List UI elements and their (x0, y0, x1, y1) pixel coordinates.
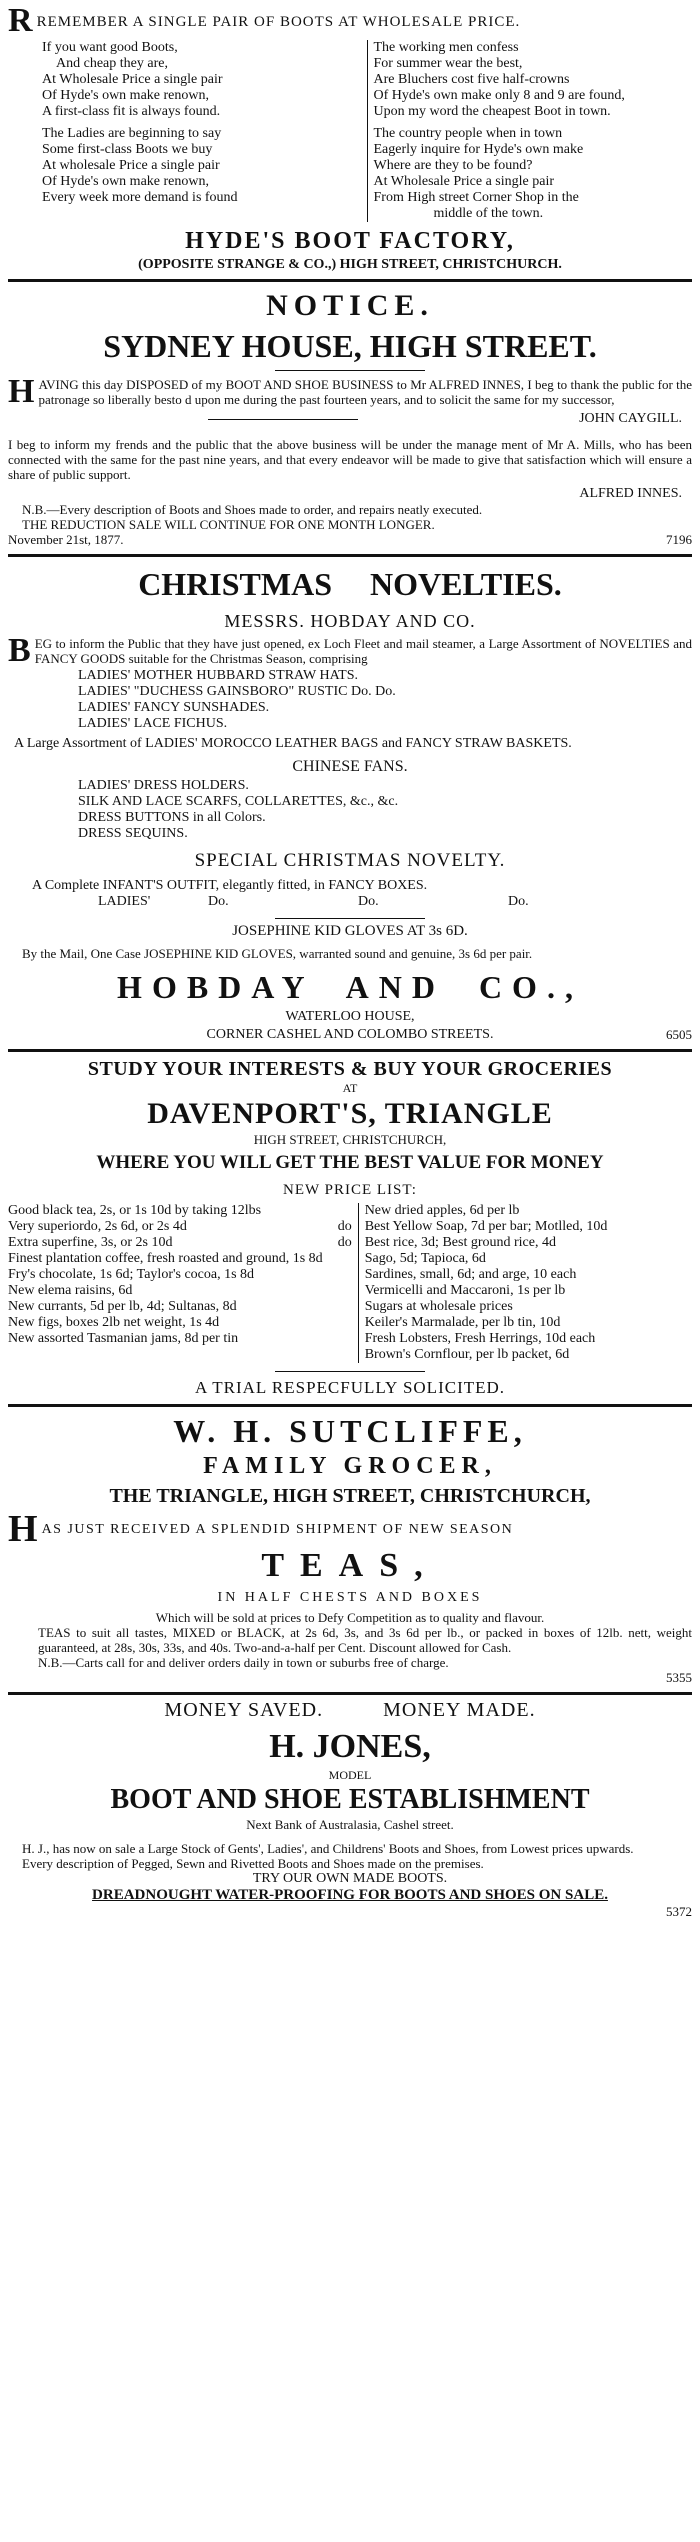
christmas-title: CHRISTMAS NOVELTIES. (138, 566, 562, 602)
price-item: New assorted Tasmanian jams, 8d per tin (8, 1331, 239, 1346)
do-mark: Do. (208, 894, 229, 909)
price-list-left (8, 1203, 352, 1363)
price-item: Keiler's Marmalade, per lb tin, 10d (364, 1315, 561, 1330)
christmas-house: WATERLOO HOUSE, (285, 1009, 415, 1024)
price-row (8, 1315, 352, 1331)
price-item: New elema raisins, 6d (8, 1283, 133, 1298)
price-row (8, 1331, 352, 1347)
notice-date: November 21st, 1877. (8, 532, 124, 547)
jones-top-left: MONEY SAVED. (164, 1699, 324, 1721)
christmas-firm: MESSRS. HOBDAY AND CO. (224, 611, 476, 631)
jones-ref: 5372 (666, 1904, 692, 1919)
poem-line: If you want good Boots, (42, 40, 178, 55)
price-item: New currants, 5d per lb, 4d; Sultanas, 8d (8, 1299, 237, 1314)
price-item: Fry's chocolate, 1s 6d; Taylor's cocoa, 1s 8d (8, 1267, 255, 1282)
sutcliffe-grocer: FAMILY GROCER, (203, 1453, 497, 1479)
hyde-right-col (374, 40, 693, 222)
sutcliffe-address: THE TRIANGLE, HIGH STREET, CHRISTCHURCH, (109, 1485, 591, 1507)
divider (8, 279, 692, 282)
christmas-bags: A Large Assortment of LADIES' MOROCCO LEATHER BAGS and FANCY STRAW BASKETS. (14, 736, 572, 751)
christmas-intro: EG to inform the Public that they have just opened, ex Loch Fleet and mail steamer, a Large Assortment of NOVELTIES and FANCY GOODS suitable for the Christmas Season, comprising (34, 636, 692, 666)
notice-ad (8, 286, 692, 548)
jones-try: TRY OUR OWN MADE BOOTS. (252, 1871, 448, 1886)
price-item: New dried apples, 6d per lb (364, 1203, 520, 1218)
poem-line: Are Bluchers cost five half-crowns (373, 72, 570, 87)
notice-nb: N.B.—Every description of Boots and Shoes made to order, and repairs neatly executed. (22, 502, 483, 517)
jones-name: H. JONES, (269, 1728, 431, 1765)
do-mark: Do. (358, 894, 379, 909)
poem-line: Of Hyde's own make renown, (42, 88, 209, 103)
short-rule (208, 419, 358, 427)
notice-reduction: THE REDUCTION SALE WILL CONTINUE FOR ONE MONTH LONGER. (22, 517, 435, 532)
price-item: Extra superfine, 3s, or 2s 10d (8, 1235, 173, 1250)
poem-line: The country people when in town (373, 126, 563, 141)
notice-dropcap: H (8, 377, 35, 407)
jones-next: Next Bank of Australasia, Cashel street. (246, 1817, 454, 1832)
hyde-poem (8, 40, 692, 222)
newspaper-page (8, 0, 692, 1920)
price-row (8, 1219, 352, 1235)
price-ditto: do (337, 1235, 352, 1250)
divider (8, 1404, 692, 1407)
price-row (8, 1235, 352, 1251)
christmas-item: LADIES' DRESS HOLDERS. (78, 778, 249, 793)
price-item: Finest plantation coffee, fresh roasted and ground, 1s 8d (8, 1251, 323, 1266)
price-item: Very superiordo, 2s 6d, or 2s 4d (8, 1219, 187, 1234)
price-item: New figs, boxes 2lb net weight, 1s 4d (8, 1315, 220, 1330)
notice-sign1: JOHN CAYGILL. (579, 411, 682, 426)
christmas-special: SPECIAL CHRISTMAS NOVELTY. (194, 850, 506, 871)
poem-line: The Ladies are beginning to say (42, 126, 222, 141)
price-item: Sardines, small, 6d; and arge, 10 each (364, 1267, 577, 1282)
poem-line: And cheap they are, (56, 56, 168, 71)
poem-line: Of Hyde's own make renown, (42, 174, 209, 189)
davenport-list-title: NEW PRICE LIST: (283, 1182, 417, 1198)
poem-line: A first-class fit is always found. (42, 104, 221, 119)
jones-body2: Every description of Pegged, Sewn and Rivetted Boots and Shoes made on the premises. (22, 1856, 484, 1871)
poem-line: Where are they to be found? (373, 158, 533, 173)
davenport-at: AT (342, 1081, 358, 1095)
jones-model: MODEL (328, 1768, 372, 1782)
notice-ref: 7196 (666, 532, 692, 547)
sutcliffe-name: W. H. SUTCLIFFE, (173, 1413, 527, 1449)
davenport-street: HIGH STREET, CHRISTCHURCH, (253, 1132, 447, 1147)
price-row (8, 1251, 352, 1267)
sutcliffe-ad (8, 1411, 692, 1686)
poem-line: At wholesale Price a single pair (42, 158, 220, 173)
sutcliffe-body2: TEAS to suit all tastes, MIXED or BLACK, at 2s 6d, 3s, and 3s 6d per lb., or packed in boxes of 12lb. nett, weight guaranteed, at 28s, 30s, 33s, and 40s. Two-and-a-half per Cent. Discount allowed for Cash. (38, 1625, 692, 1655)
price-list-right (365, 1203, 692, 1363)
column-divider (358, 1203, 359, 1363)
hyde-headline: REMEMBER A SINGLE PAIR OF BOOTS AT WHOLESALE PRICE. (36, 14, 521, 30)
price-item: Best Yellow Soap, 7d per bar; Motlled, 10d (364, 1219, 608, 1234)
sutcliffe-teas: TEAS, (261, 1547, 439, 1584)
price-item: Fresh Lobsters, Fresh Herrings, 10d each (364, 1331, 596, 1346)
jones-dread: DREADNOUGHT WATER-PROOFING FOR BOOTS AND SHOES ON SALE. (92, 1887, 608, 1903)
short-rule (275, 918, 425, 919)
hyde-dropcap: R (8, 2, 33, 39)
price-item: Best rice, 3d; Best ground rice, 4d (364, 1235, 556, 1250)
sutcliffe-received: AS JUST RECEIVED A SPLENDID SHIPMENT OF NEW SEASON (41, 1522, 514, 1537)
christmas-item: DRESS BUTTONS in all Colors. (78, 810, 266, 825)
notice-title: NOTICE. (266, 289, 434, 322)
christmas-outfit: A Complete INFANT'S OUTFIT, elegantly fitted, in FANCY BOXES. (32, 878, 428, 893)
jones-ad (8, 1699, 692, 1920)
price-item: Good black tea, 2s, or 1s 10d by taking 12lbs (8, 1203, 262, 1218)
short-rule (275, 1371, 425, 1372)
do-mark: Do. (508, 894, 529, 909)
hyde-address: (OPPOSITE STRANGE & CO.,) HIGH STREET, CHRISTCHURCH. (138, 257, 562, 272)
davenport-value: WHERE YOU WILL GET THE BEST VALUE FOR MONEY (96, 1152, 604, 1173)
jones-top-right: MONEY MADE. (383, 1699, 536, 1721)
poem-line: Some first-class Boots we buy (42, 142, 213, 157)
christmas-mail: By the Mail, One Case JOSEPHINE KID GLOVES, warranted sound and genuine, 3s 6d per pair. (22, 946, 533, 961)
christmas-footer: HOBDAY AND CO., (117, 969, 583, 1005)
christmas-gloves: JOSEPHINE KID GLOVES AT 3s 6D. (232, 923, 468, 939)
christmas-ad (8, 563, 692, 1043)
poem-line: Upon my word the cheapest Boot in town. (373, 104, 611, 119)
davenport-ad (8, 1058, 692, 1398)
divider (8, 1049, 692, 1052)
notice-para2: I beg to inform my frends and the public that the above business will be under the manage ment of Mr A. Mills, who has been connected with the same for the past nine years, and that every endeavor will be made to give that satisfaction which will ensure a share of public support. (8, 437, 692, 482)
ladies-label: LADIES' (98, 894, 151, 909)
column-divider (367, 40, 368, 222)
divider (8, 1692, 692, 1695)
christmas-ladies-row (8, 894, 692, 910)
notice-para1: AVING this day DISPOSED of my BOOT AND SHOE BUSINESS to Mr ALFRED INNES, I beg to thank the public for the patronage so liberally besto d upon me during the past fourteen years, and to solicit the same for my successor, (38, 377, 692, 407)
poem-line: Every week more demand is found (42, 190, 238, 205)
price-row (8, 1299, 352, 1315)
jones-title: BOOT AND SHOE ESTABLISHMENT (110, 1784, 590, 1815)
price-row (8, 1283, 352, 1299)
poem-line: Of Hyde's own make only 8 and 9 are found, (373, 88, 625, 103)
poem-line: Eagerly inquire for Hyde's own make (373, 142, 584, 157)
christmas-item: LADIES' "DUCHESS GAINSBORO" RUSTIC Do. Do. (78, 684, 396, 699)
price-item: Brown's Cornflour, per lb packet, 6d (364, 1347, 570, 1362)
price-item: Sago, 5d; Tapioca, 6d (364, 1251, 486, 1266)
poem-line: From High street Corner Shop in the (373, 190, 579, 205)
christmas-dropcap: B (8, 636, 31, 666)
sutcliffe-dropcap: H (8, 1508, 38, 1550)
sutcliffe-body1: Which will be sold at prices to Defy Competition as to quality and flavour. (155, 1610, 545, 1625)
christmas-item: SILK AND LACE SCARFS, COLLARETTES, &c., &c. (78, 794, 399, 809)
price-item: Sugars at wholesale prices (364, 1299, 513, 1314)
hyde-ad (8, 0, 692, 273)
price-row (8, 1267, 352, 1283)
christmas-items1 (8, 668, 692, 732)
poem-line: For summer wear the best, (373, 56, 523, 71)
christmas-item: LADIES' FANCY SUNSHADES. (78, 700, 270, 715)
christmas-item: LADIES' LACE FICHUS. (78, 716, 228, 731)
price-row (8, 1203, 352, 1219)
davenport-trial: A TRIAL RESPECFULLY SOLICITED. (194, 1378, 506, 1397)
poem-line: The working men confess (373, 40, 519, 55)
notice-subtitle: SYDNEY HOUSE, HIGH STREET. (103, 328, 597, 364)
christmas-items2 (8, 778, 692, 842)
poem-line: At Wholesale Price a single pair (373, 174, 555, 189)
sutcliffe-chests: IN HALF CHESTS AND BOXES (217, 1590, 483, 1605)
davenport-headline: STUDY YOUR INTERESTS & BUY YOUR GROCERIES (87, 1058, 613, 1080)
short-rule (275, 370, 425, 371)
davenport-name: DAVENPORT'S, TRIANGLE (147, 1097, 553, 1130)
notice-sign2: ALFRED INNES. (579, 486, 682, 501)
christmas-item: LADIES' MOTHER HUBBARD STRAW HATS. (78, 668, 358, 683)
price-list (8, 1203, 692, 1363)
christmas-fans: CHINESE FANS. (292, 758, 408, 775)
hyde-title: HYDE'S BOOT FACTORY, (185, 228, 515, 254)
sutcliffe-nb: N.B.—Carts call for and deliver orders daily in town or suburbs free of charge. (38, 1655, 449, 1670)
poem-line: At Wholesale Price a single pair (42, 72, 223, 87)
jones-body1: H. J., has now on sale a Large Stock of Gents', Ladies', and Childrens' Boots and Shoes, from Lowest prices upwards. (22, 1841, 634, 1856)
christmas-corner: CORNER CASHEL AND COLOMBO STREETS. (206, 1027, 494, 1042)
price-item: Vermicelli and Maccaroni, 1s per lb (364, 1283, 566, 1298)
sutcliffe-ref: 5355 (666, 1670, 692, 1685)
christmas-item: DRESS SEQUINS. (78, 826, 188, 841)
christmas-ref: 6505 (666, 1027, 692, 1042)
poem-line: middle of the town. (433, 206, 544, 221)
divider (8, 554, 692, 557)
price-ditto: do (337, 1219, 352, 1234)
hyde-left-col (8, 40, 361, 222)
